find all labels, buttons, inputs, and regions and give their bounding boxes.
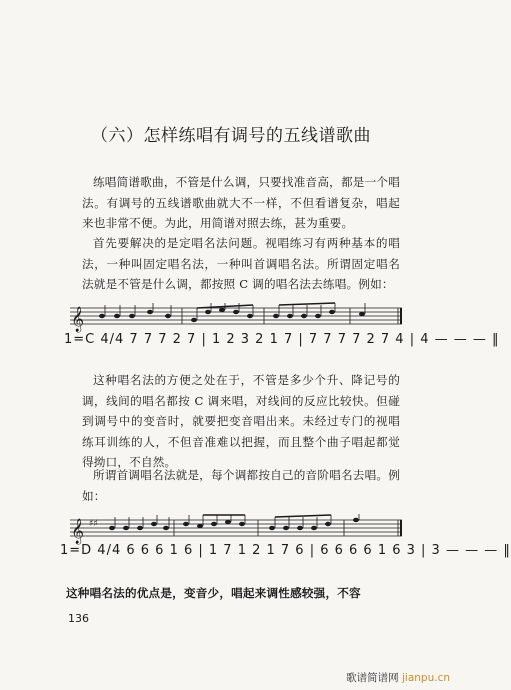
staff-example-1 [62, 302, 407, 330]
paragraph-1: 练唱简谱歌曲，不管是什么调，只要找准音高，都是一个唱法。有调号的五线谱歌曲就大不一样，不但看谱复杂，唱起来也非常不便。为此，用简谱对照去练，甚为重要。 [82, 175, 400, 230]
paragraph-3: 这种唱名法的方便之处在于，不管是多少个升、降记号的调，线间的唱名都按 C 调来唱，对线间的反应比较快。但碰到调号中的变音时，就要把变音唱出来。未经过专门的视唱练耳训练的人，不但音准难以把握，而且整个曲子唱起都觉得拗口，不自然。 [82, 373, 400, 469]
treble-clef-icon: 𝄞 [71, 307, 85, 332]
paragraph-5: 这种唱名法的优点是，变音少，唱起来调性感较强，不容 [66, 586, 361, 600]
paragraph-2: 首先要解决的是定唱名法问题。视唱练习有两种基本的唱法，一种叫固定唱名法，一种叫首调唱名法。所谓固定唱名法就是不管是什么调，都按照 C 调的唱名法去练唱。例如： [82, 236, 400, 291]
staff-example-2 [62, 514, 407, 542]
paragraph-4: 所谓首调唱名法就是，每个调都按自己的音阶唱名去唱。例如： [82, 468, 400, 503]
watermark-text: 歌谱简谱网 [346, 672, 399, 684]
sharp-icon: ♯♯ [89, 519, 98, 529]
section-title: （六）怎样练唱有调号的五线谱歌曲 [91, 126, 371, 146]
page-number: 136 [68, 612, 89, 625]
watermark [346, 670, 450, 685]
treble-clef-icon: 𝄞 [71, 519, 85, 544]
jianpu-line-1: 1=C 4/4 7 7 7 2 7 | 1 2 3 2 1 7 | 7 7 7 7 2 7 4 | 4 — — — ‖ [64, 332, 500, 347]
jianpu-line-2: 1=D 4/4 6 6 6 1 6 | 1 7 1 2 1 7 6 | 6 6 6 6 1 6 3 | 3 — — — ‖ [60, 543, 511, 558]
watermark-url: jianpu.cn [401, 672, 450, 684]
